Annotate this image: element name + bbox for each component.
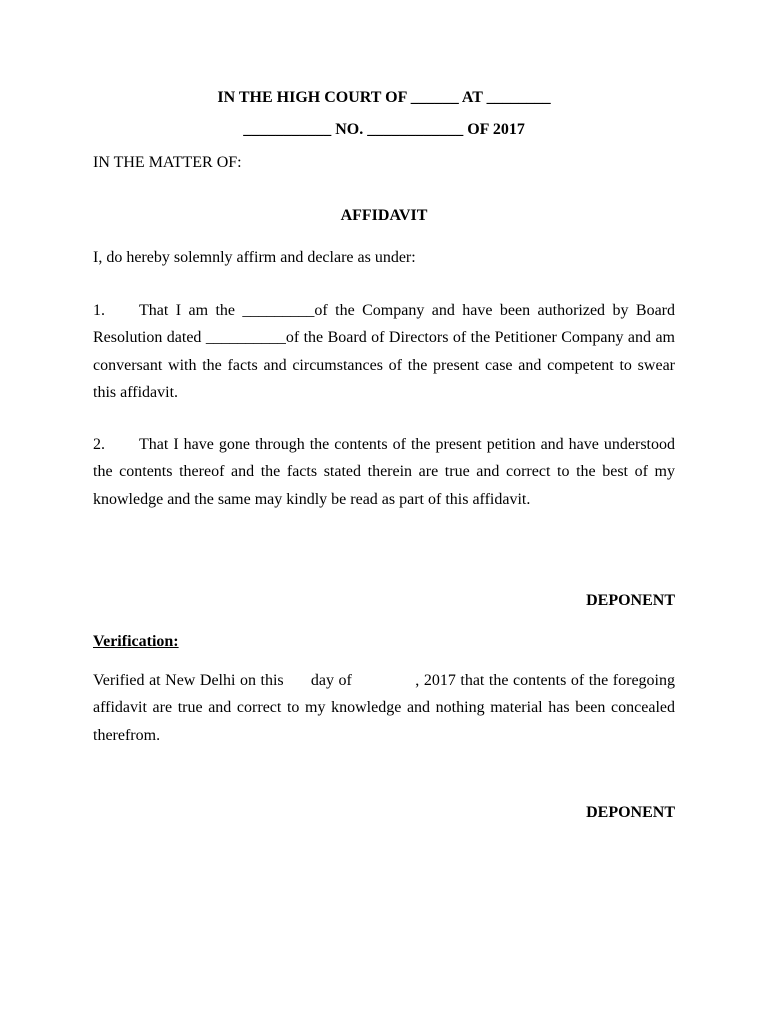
court-heading: IN THE HIGH COURT OF ______ AT ________ (217, 89, 551, 106)
deponent-label-1: DEPONENT (586, 592, 675, 609)
paragraph-2 (93, 431, 675, 513)
paragraph-1-text: That I am the _________of the Company and have been authorized by Board Resolution dated __________of the Board of Directors of the Petitioner Company and am conversant with the facts and circumstances of the present case and competent to swear this affidavit. (93, 302, 675, 401)
deponent-label-2: DEPONENT (586, 804, 675, 821)
paragraph-1 (93, 297, 675, 406)
paragraph-1-number: 1. (93, 302, 105, 319)
verification-text: Verified at New Delhi on this day of , 2017 that the contents of the foregoing affidavit are true and correct to my knowledge and nothing material has been concealed therefrom. (93, 672, 679, 744)
document-title: AFFIDAVIT (340, 207, 428, 224)
intro-statement: I, do hereby solemnly affirm and declare as under: (93, 249, 416, 266)
case-number-line: ___________ NO. ____________ OF 2017 (243, 121, 525, 138)
paragraph-2-text: That I have gone through the contents of the present petition and have understood the contents thereof and the facts stated therein are true and correct to the best of my knowledge and the same may kindly be read as part of this affidavit. (93, 436, 675, 508)
matter-line: IN THE MATTER OF: (93, 154, 242, 171)
verification-heading: Verification: (93, 633, 179, 650)
paragraph-2-number: 2. (93, 436, 105, 453)
